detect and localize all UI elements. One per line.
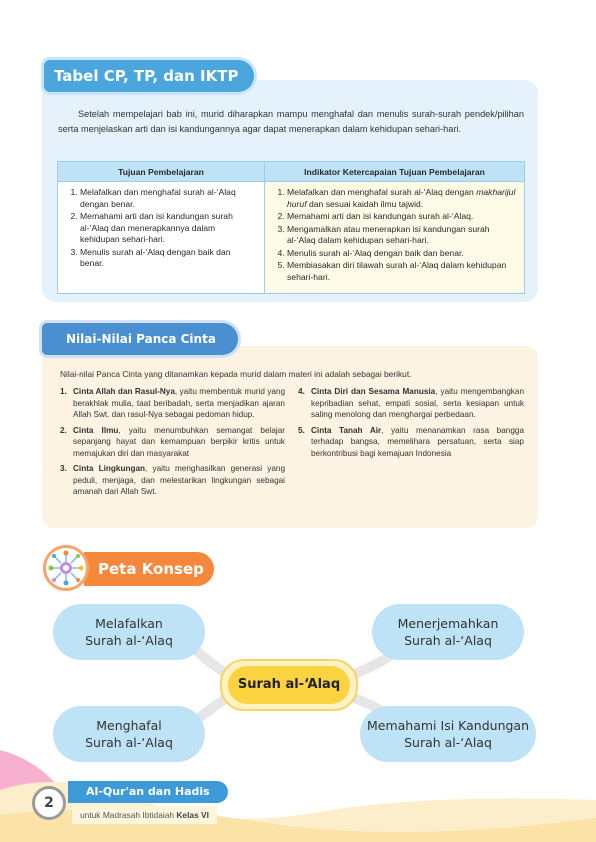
- list-item: 2. Cinta Ilmu, yaitu menumbuhkan semangat belajar sepanjang hayat dan kemampuan berpikir kritis untuk memajukan diri dan masyarakat: [60, 425, 285, 458]
- list-item: 5. Cinta Tanah Air, yaitu menanamkan rasa bangga terhadap bangsa, memelihara persatuan, serta siap berkontribusi bagi kemajuan Indonesia: [298, 425, 524, 458]
- list-item: 4. Cinta Diri dan Sesama Manusia, yaitu mengembangkan kepribadian sehat, empati sosial, serta kesiapan untuk saling menolong dan menghargai perbedaan.: [298, 387, 524, 419]
- learning-goal-paragraph: Setelah mempelajari bab ini, murid diharapkan mampu menghafal dan menulis surah-surah pendek/pilihan serta menjelaskan arti dan isi kandungannya agar dapat menerapkan dalam kehidupan sehari-hari.: [58, 109, 524, 134]
- table-header-row: [58, 162, 525, 182]
- list-item: 1. Cinta Allah dan Rasul-Nya, yaitu membentuk murid yang berakhlak mulia, taat beribadah, serta menjadikan ajaran Allah Swt. dan rasul-Nya sebagai pedoman hidup.: [60, 387, 286, 419]
- section-title-panca-cinta: Nilai-Nilai Panca Cinta: [42, 323, 238, 355]
- list-item: 5. Membiasakan diri tilawah surah al-‘Alaq dalam kehidupan sehari-hari.: [287, 260, 516, 283]
- panca-cinta-list-right: [298, 386, 524, 463]
- panca-cinta-list-left: [60, 386, 285, 502]
- list-item: 2. Memahami arti dan isi kandungan surah al-‘Alaq.: [287, 211, 516, 223]
- tp-cell: [58, 182, 265, 294]
- panca-cinta-intro: Nilai-nilai Panca Cinta yang ditanamkan kepada murid dalam materi ini adalah sebagai berikut.: [60, 369, 412, 379]
- concept-node-menghafal: Menghafal Surah al-‘Alaq: [53, 706, 205, 762]
- iktp-cell: [265, 182, 525, 294]
- list-item: 3. Cinta Lingkungan, yaitu menghasilkan generasi yang peduli, menjaga, dan melestarikan lingkungan sebagai amanah dari Allah Swt.: [60, 464, 285, 496]
- list-item: 1. Melafalkan dan menghafal surah al-‘Alaq dengan makharijul huruf dan sesuai kaidah ilmu tajwid.: [287, 187, 516, 210]
- list-item: 3. Menulis surah al-‘Alaq dengan baik dan benar.: [80, 247, 256, 270]
- concept-node-melafalkan: Melafalkan Surah al-‘Alaq: [53, 604, 205, 660]
- tp-iktp-table: [57, 161, 525, 294]
- table-header-tp: Tujuan Pembelajaran: [58, 162, 265, 182]
- section-title-peta-konsep: Peta Konsep: [84, 552, 214, 586]
- section-title-cp-tp-iktp: Tabel CP, TP, dan IKTP: [44, 60, 254, 92]
- concept-node-menerjemahkan: Menerjemahkan Surah al-‘Alaq: [372, 604, 524, 660]
- book-subtitle: untuk Madrasah Ibtidaiah Kelas VI: [72, 806, 217, 824]
- tp-list: [66, 187, 256, 270]
- list-item: 2. Memahami arti dan isi kandungan surah al-‘Alaq dan menerapkannya dalam kehidupan sehari-hari.: [80, 211, 256, 246]
- book-title: Al-Qur'an dan Hadis: [68, 781, 228, 803]
- concept-center-node: [220, 659, 358, 711]
- list-item: 1. Melafalkan dan menghafal surah al-‘Alaq dengan benar.: [80, 187, 256, 210]
- table-row: [58, 182, 525, 294]
- iktp-list: [273, 187, 516, 283]
- list-item: 3. Mengamalkan atau menerapkan isi kandungan surah al-‘Alaq dalam kehidupan sehari-hari.: [287, 224, 516, 247]
- concept-center-label: Surah al-‘Alaq: [228, 666, 350, 704]
- list-item: 4. Menulis surah al-‘Alaq dengan baik dan benar.: [287, 248, 516, 260]
- concept-map-icon: [43, 545, 89, 591]
- page-number: 2: [32, 786, 66, 820]
- concept-node-memahami: Memahami Isi Kandungan Surah al-‘Alaq: [360, 706, 536, 762]
- table-header-iktp: Indikator Ketercapaian Tujuan Pembelajaran: [265, 162, 525, 182]
